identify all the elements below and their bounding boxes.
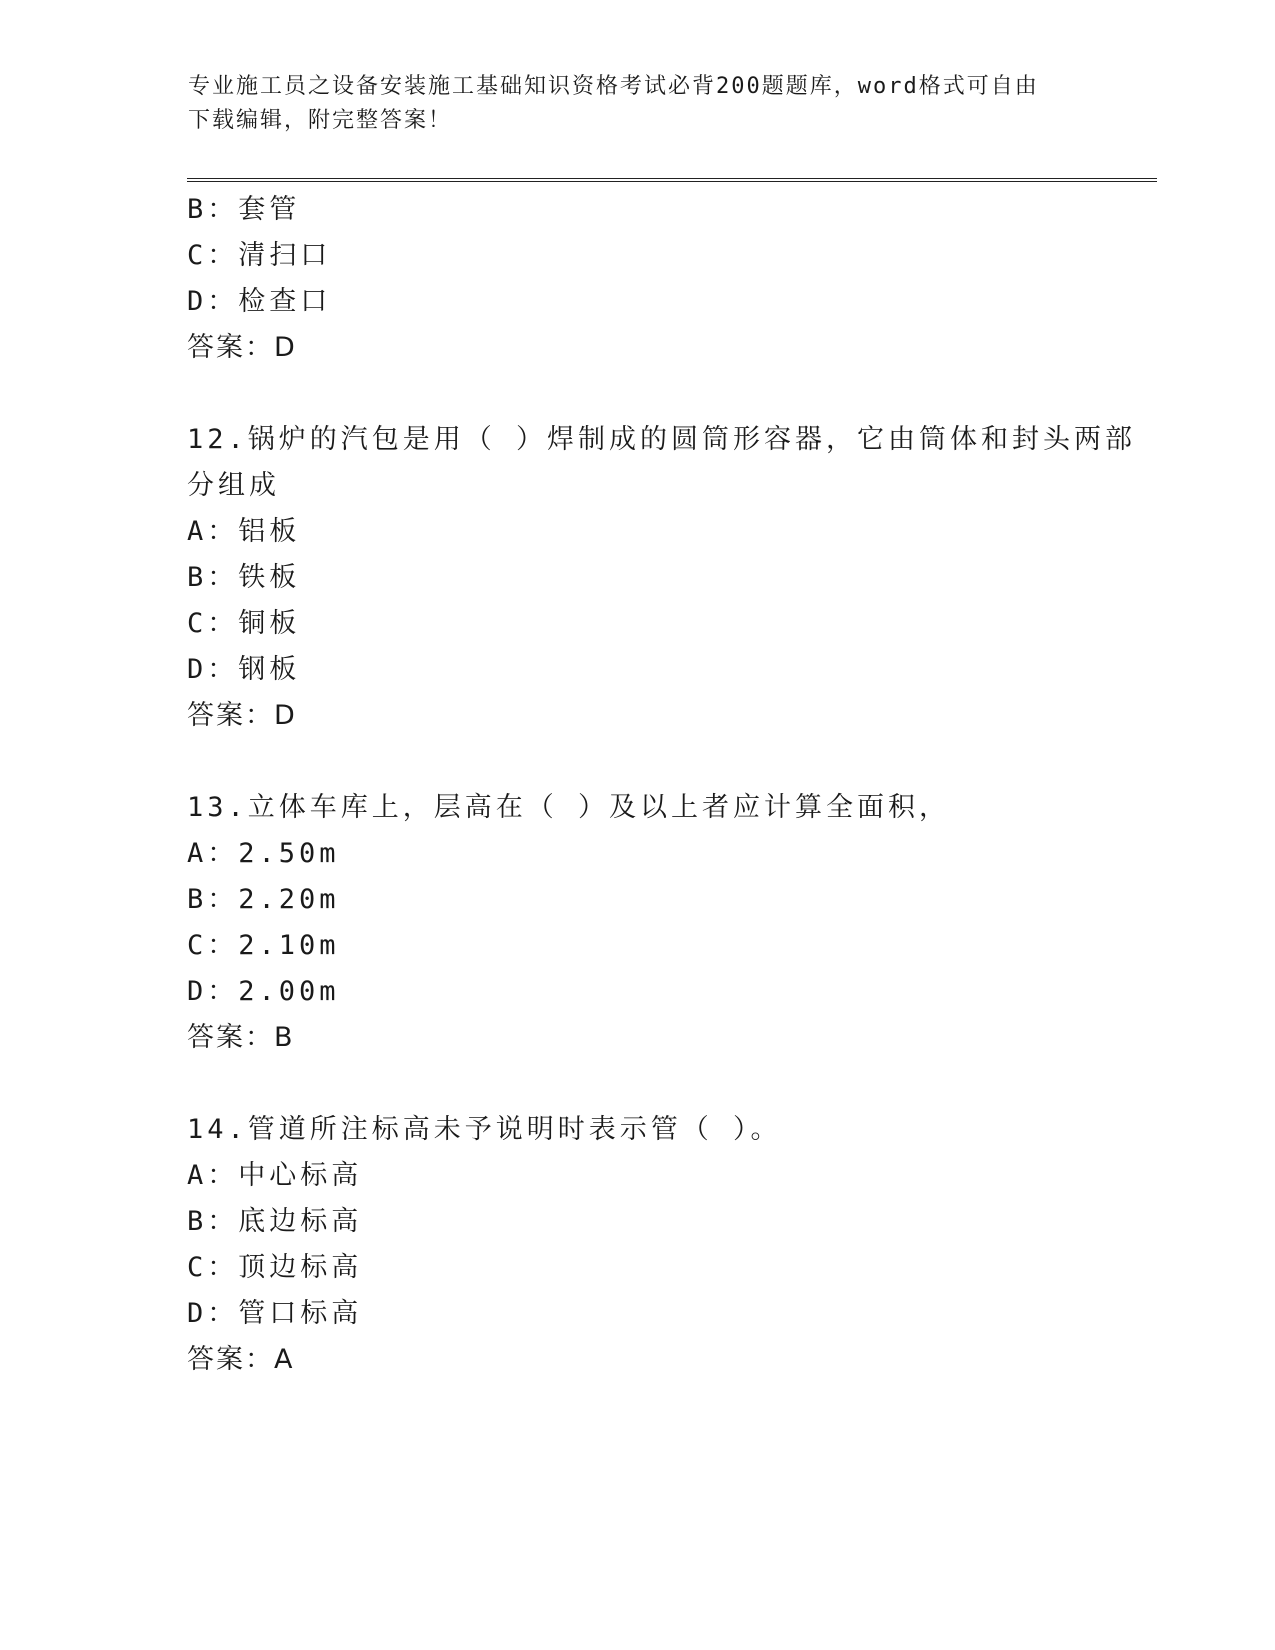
question-13-text: 13.立体车库上，层高在（ ）及以上者应计算全面积， — [187, 792, 951, 823]
option-b: B：套管 — [187, 194, 301, 225]
question-12-text-line-2: 分组成 — [187, 470, 280, 501]
option-d: D：管口标高 — [187, 1298, 363, 1329]
option-d: D：检查口 — [187, 286, 332, 317]
option-b: B：底边标高 — [187, 1206, 363, 1237]
question-content — [187, 187, 1137, 1383]
option-b: B：2.20m — [187, 884, 340, 915]
spacer — [187, 1061, 1087, 1107]
option-c: C：顶边标高 — [187, 1252, 363, 1283]
header-title-line-2: 下载编辑，附完整答案！ — [188, 108, 453, 133]
option-c: C：铜板 — [187, 608, 301, 639]
question-14-text: 14.管道所注标高未予说明时表示管（ ）。 — [187, 1114, 782, 1145]
answer-label: 答案：B — [187, 1022, 295, 1053]
question-13-block — [187, 785, 1087, 1061]
option-a: A：铝板 — [187, 516, 301, 547]
option-a: A：中心标高 — [187, 1160, 363, 1191]
option-d: D：2.00m — [187, 976, 340, 1007]
question-12-block — [187, 417, 1137, 739]
spacer — [187, 371, 1087, 417]
answer-label: 答案：D — [187, 700, 297, 731]
answer-label: 答案：A — [187, 1344, 295, 1375]
question-14-block — [187, 1107, 1087, 1383]
option-c: C：清扫口 — [187, 240, 332, 271]
header-divider — [187, 178, 1157, 182]
spacer — [187, 739, 1087, 785]
header-title-line-1: 专业施工员之设备安装施工基础知识资格考试必背200题题库，word格式可自由 — [188, 74, 1039, 99]
option-b: B：铁板 — [187, 562, 301, 593]
question-12-text-line-1: 12.锅炉的汽包是用（ ）焊制成的圆筒形容器，它由筒体和封头两部 — [187, 424, 1137, 455]
option-c: C：2.10m — [187, 930, 340, 961]
option-a: A：2.50m — [187, 838, 340, 869]
prev-question-block — [187, 187, 1087, 371]
document-header — [188, 70, 1088, 138]
answer-label: 答案：D — [187, 332, 297, 363]
option-d: D：钢板 — [187, 654, 301, 685]
